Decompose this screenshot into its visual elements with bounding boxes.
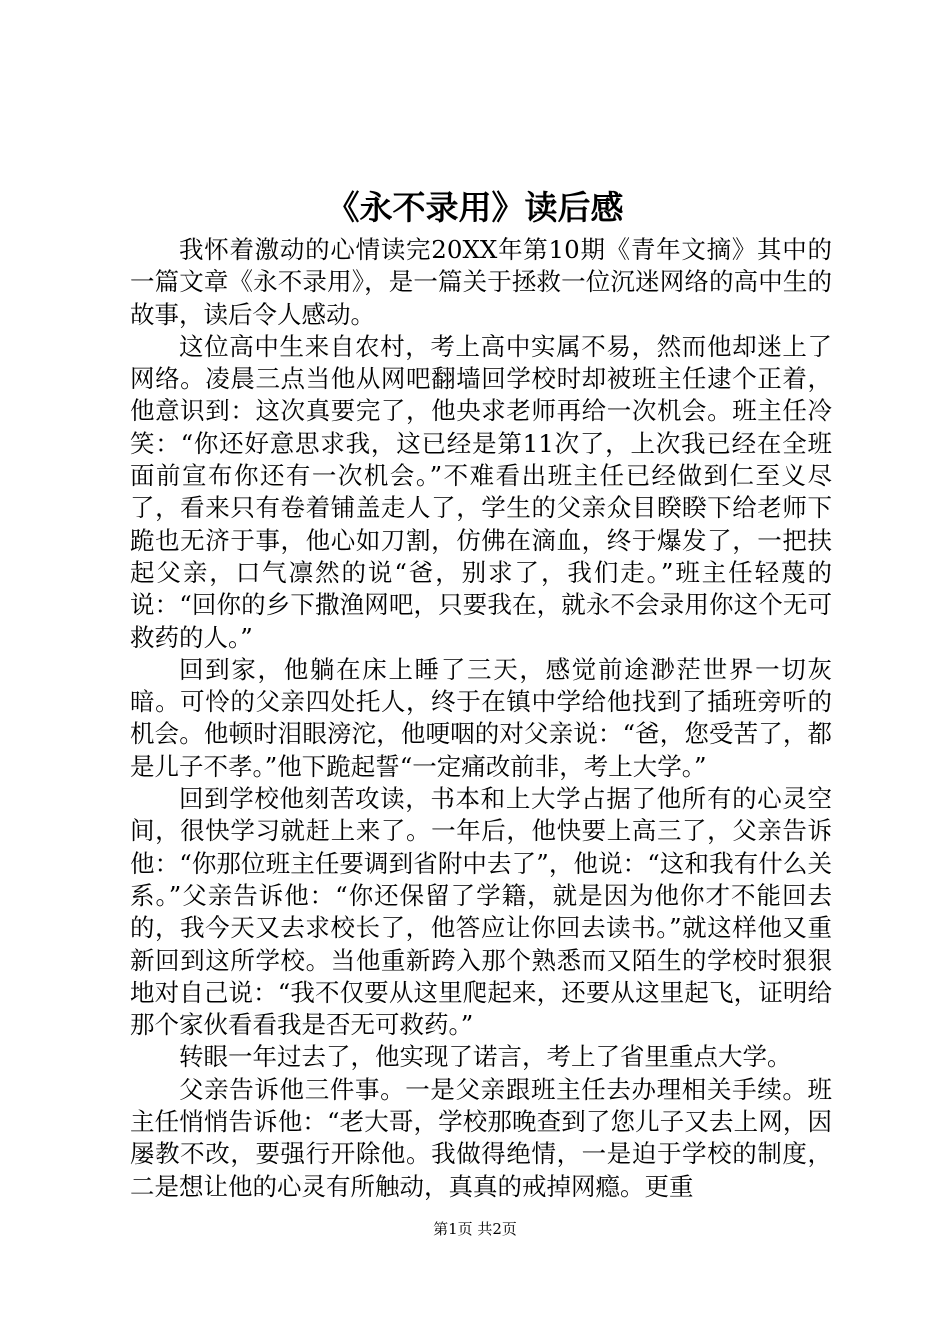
paragraph-4: 回到学校他刻苦攻读，书本和上大学占据了他所有的心灵空间，很快学习就赶上来了。一年后，他快要上高三了，父亲告诉他：“你那位班主任要调到省附中去了”，他说：“这和我有什么关系。”父亲告诉他：“你还保留了学籍，就是因为他你才不能回去的，我今天又去求校长了，他答应让你回去读书。”就这样他又重新回到这所学校。当他重新跨入那个熟悉而又陌生的学校时狠狠地对自己说：“我不仅要从这里爬起来，还要从这里起飞，证明给那个家伙看看我是否无可救药。” <box>130 784 832 1040</box>
paragraph-5: 转眼一年过去了，他实现了诺言，考上了省里重点大学。 <box>179 1042 792 1072</box>
paragraph-1: 我怀着激动的心情读完20XX年第10期《青年文摘》其中的一篇文章《永不录用》，是一篇关于拯救一位沉迷网络的高中生的故事，读后令人感动。 <box>130 235 832 329</box>
page-number-footer: 第1页 共2页 <box>433 1220 517 1238</box>
paragraph-3: 回到家，他躺在床上睡了三天，感觉前途渺茫世界一切灰暗。可怜的父亲四处托人，终于在镇中学给他找到了插班旁听的机会。他顿时泪眼滂沱，他哽咽的对父亲说：“爸，您受苦了，都是儿子不孝。”他下跪起誓“一定痛改前非，考上大学。” <box>130 654 832 781</box>
paragraph-6: 父亲告诉他三件事。一是父亲跟班主任去办理相关手续。班主任悄悄告诉他：“老大哥，学校那晚查到了您儿子又去上网，因屡教不改，要强行开除他。我做得绝情，一是迫于学校的制度，二是想让他的心灵有所触动，真真的戒掉网瘾。更重 <box>130 1074 832 1201</box>
paragraph-2: 这位高中生来自农村，考上高中实属不易，然而他却迷上了网络。凌晨三点当他从网吧翻墙回学校时却被班主任逮个正着，他意识到：这次真要完了，他央求老师再给一次机会。班主任冷笑：“你还好意思求我，这已经是第11次了，上次我已经在全班面前宣布你还有一次机会。”不难看出班主任已经做到仁至义尽了，看来只有卷着铺盖走人了，学生的父亲众目睽睽下给老师下跪也无济于事，他心如刀割，仿佛在滴血，终于爆发了，一把扶起父亲，口气凛然的说“爸，别求了，我们走。”班主任轻蔑的说：“回你的乡下撒渔网吧，只要我在，就永不会录用你这个无可救药的人。” <box>130 331 832 652</box>
document-body <box>130 234 832 1203</box>
document-title: 《永不录用》读后感 <box>326 188 624 227</box>
